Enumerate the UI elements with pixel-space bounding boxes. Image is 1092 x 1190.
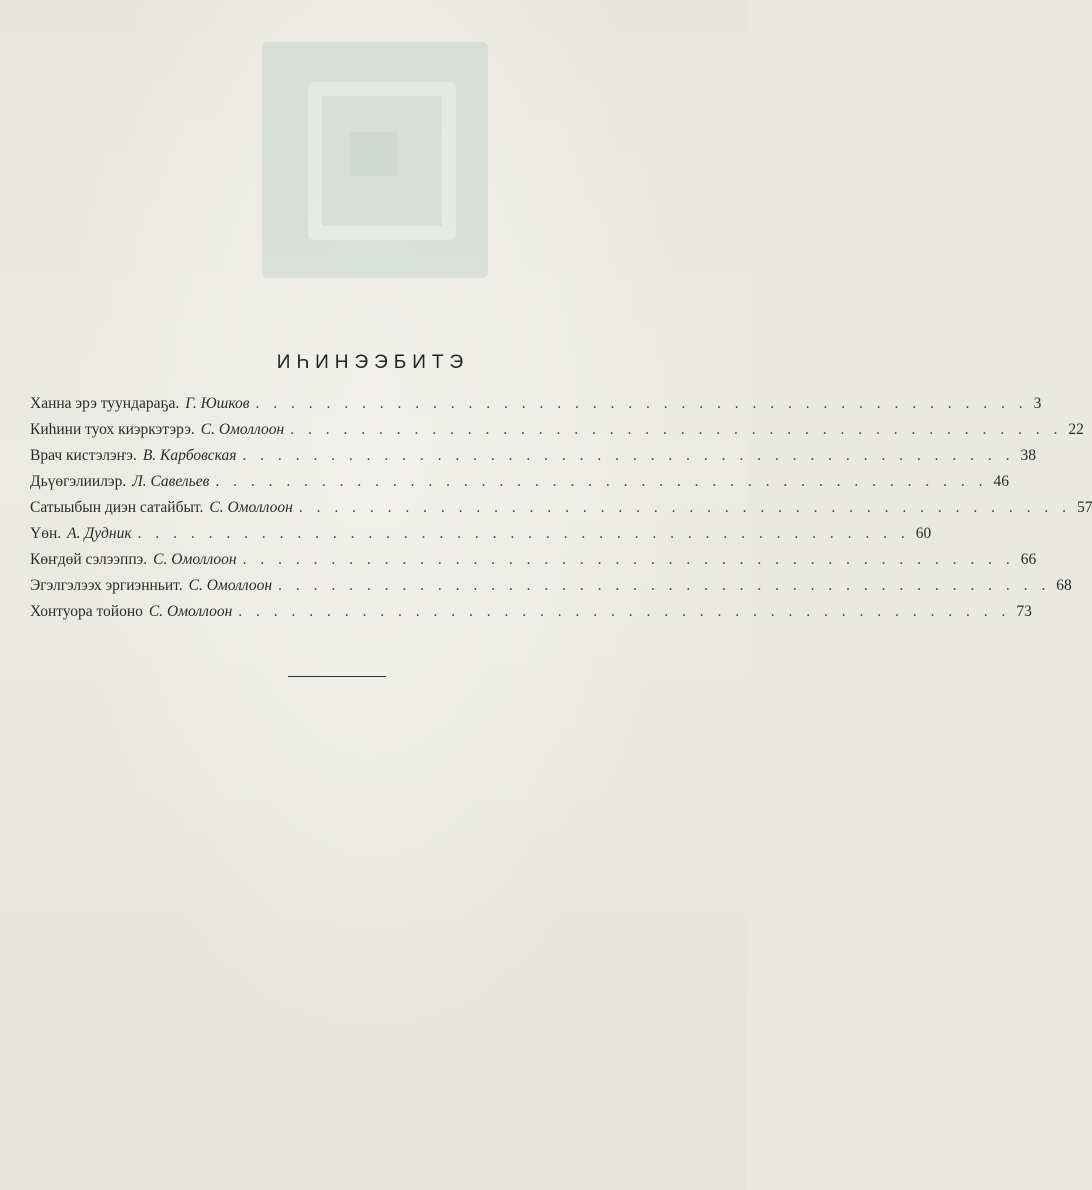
dot-leader: . . . . . . . . . . . . . . . . . . . . . . . . . . . . . . . . . . . . . . . . . . . . <box>298 499 1071 516</box>
toc-entry-title: Үөн. <box>30 525 62 542</box>
toc-entry <box>30 525 932 551</box>
dot-leader: . . . . . . . . . . . . . . . . . . . . . . . . . . . . . . . . . . . . . . . . . . . . <box>137 525 910 542</box>
toc-entry-author: С. Омоллоон <box>148 603 233 620</box>
toc-heading: ИҺИНЭЭБИТЭ <box>276 352 470 373</box>
toc-entry-page: 68 <box>1056 577 1072 594</box>
toc-entry-author: Л. Савельев <box>132 473 210 490</box>
toc-entry <box>30 395 1042 421</box>
toc-entry <box>30 551 1037 577</box>
dot-leader: . . . . . . . . . . . . . . . . . . . . . . . . . . . . . . . . . . . . . . . . . . . . <box>255 395 1028 412</box>
toc-entry-author: С. Омоллоон <box>188 577 273 594</box>
end-rule-divider <box>288 676 386 677</box>
toc-entry-page: 38 <box>1020 447 1037 464</box>
dot-leader: . . . . . . . . . . . . . . . . . . . . . . . . . . . . . . . . . . . . . . . . . . . . <box>290 421 1063 438</box>
toc-entry-title: Ханна эрэ туундараҕа. <box>30 395 180 412</box>
toc-entry-page: 66 <box>1020 551 1037 568</box>
toc-entry-author: С. Омоллоон <box>153 551 237 568</box>
toc-entry-page: 57 <box>1076 499 1092 516</box>
toc-entry <box>30 473 1009 499</box>
toc-entry-title: Сатыыбын диэн сатайбыт. <box>30 499 204 516</box>
stamp-emblem-icon <box>350 132 398 176</box>
toc-entry <box>30 421 1084 447</box>
stamp-frame <box>308 82 456 240</box>
toc-entry-author: С. Омоллоон <box>209 499 293 516</box>
toc-entry-author: С. Омоллоон <box>200 421 285 438</box>
toc-entry-title: Врач кистэлэҥэ. <box>30 447 137 464</box>
toc-entry <box>30 603 1032 629</box>
toc-entry-page: 73 <box>1016 603 1032 620</box>
toc-entry-title: Көҥдөй сэлээппэ. <box>30 551 148 568</box>
toc-entry-author: В. Карбовская <box>142 447 237 464</box>
toc-entry-page: 46 <box>993 473 1009 490</box>
toc-entry <box>30 499 1092 525</box>
table-of-contents <box>30 395 1092 629</box>
library-stamp-image <box>262 42 488 278</box>
toc-entry-title: Киһини туох киэркэтэрэ. <box>30 421 195 438</box>
toc-entry <box>30 447 1037 473</box>
toc-entry-title: Эгэлгэлээх эргиэнньит. <box>30 577 183 594</box>
toc-entry-title: Хонтуора тойоно <box>30 603 143 620</box>
toc-entry <box>30 577 1072 603</box>
dot-leader: . . . . . . . . . . . . . . . . . . . . . . . . . . . . . . . . . . . . . . . . . . . . <box>242 447 1015 464</box>
dot-leader: . . . . . . . . . . . . . . . . . . . . . . . . . . . . . . . . . . . . . . . . . . . . <box>242 551 1015 568</box>
toc-entry-page: 3 <box>1033 395 1042 412</box>
toc-entry-author: Г. Юшков <box>185 395 250 412</box>
dot-leader: . . . . . . . . . . . . . . . . . . . . . . . . . . . . . . . . . . . . . . . . . . . . <box>215 473 988 490</box>
toc-entry-title: Дьүөгэлиилэр. <box>30 473 127 490</box>
dot-leader: . . . . . . . . . . . . . . . . . . . . . . . . . . . . . . . . . . . . . . . . . . . . <box>278 577 1051 594</box>
toc-entry-page: 22 <box>1068 421 1084 438</box>
dot-leader: . . . . . . . . . . . . . . . . . . . . . . . . . . . . . . . . . . . . . . . . . . . . <box>238 603 1011 620</box>
toc-entry-author: А. Дудник <box>67 525 132 542</box>
toc-entry-page: 60 <box>915 525 932 542</box>
